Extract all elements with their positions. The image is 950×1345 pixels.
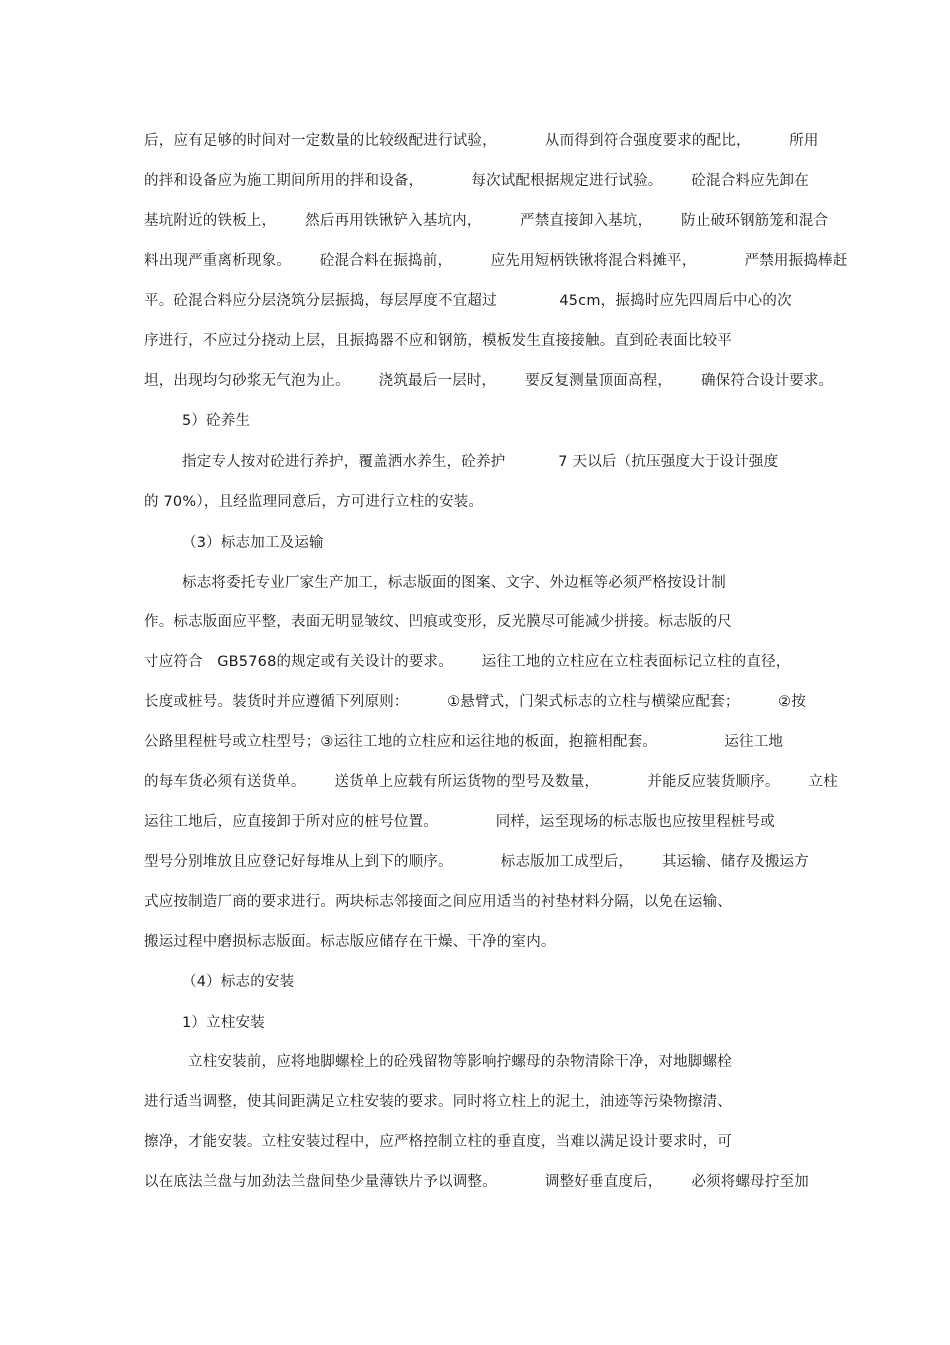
text-line: 的拌和设备应为施工期间所用的拌和设备， 每次试配根据规定进行试验。 砼混合料应先卸在 (144, 173, 809, 189)
text-line: 平。砼混合料应分层浇筑分层振捣，每层厚度不宜超过 45cm，振捣时应先四周后中心的次 (144, 293, 792, 309)
text-line: 的 70%），且经监理同意后，方可进行立柱的安装。 (144, 494, 484, 510)
text-line: 以在底法兰盘与加劲法兰盘间垫少量薄铁片予以调整。 调整好垂直度后， 必须将螺母拧至加 (144, 1174, 809, 1190)
text-line: 作。标志版面应平整，表面无明显皱纹、凹痕或变形，反光膜尽可能减少拼接。标志版的尺 (144, 614, 732, 630)
text-line: 基坑附近的铁板上， 然后再用铁锹铲入基坑内， 严禁直接卸入基坑， 防止破环钢筋笼和混合 (144, 213, 829, 229)
text-line: 后，应有足够的时间对一定数量的比较级配进行试验， 从而得到符合强度要求的配比， 所用 (144, 133, 819, 149)
text-line: 料出现严重离析现象。 砼混合料在振捣前， 应先用短柄铁锹将混合料摊平， 严禁用振捣棒赶 (144, 253, 848, 269)
text-line: 型号分别堆放且应登记好每堆从上到下的顺序。 标志版加工成型后， 其运输、储存及搬运方 (144, 854, 809, 870)
section-heading: 5）砼养生 (182, 413, 251, 429)
text-line: 式应按制造厂商的要求进行。两块标志邻接面之间应用适当的衬垫材料分隔，以免在运输、 (144, 894, 732, 910)
text-line: 坦，出现均匀砂浆无气泡为止。 浇筑最后一层时， 要反复测量顶面高程， 确保符合设计要求。 (144, 373, 834, 389)
text-line: 进行适当调整，使其间距满足立柱安装的要求。同时将立柱上的泥土，油迹等污染物擦清、 (144, 1094, 732, 1110)
section-heading: （4）标志的安装 (182, 974, 295, 990)
text-line: 运往工地后，应直接卸于所对应的桩号位置。 同样，运至现场的标志版也应按里程桩号或 (144, 814, 776, 830)
section-heading: （3）标志加工及运输 (182, 535, 324, 551)
text-line: 指定专人按对砼进行养护，覆盖洒水养生，砼养护 7 天以后（抗压强度大于设计强度 (182, 454, 779, 470)
text-line: 擦净，才能安装。立柱安装过程中，应严格控制立柱的垂直度，当难以满足设计要求时，可 (144, 1134, 732, 1150)
text-line: 序进行，不应过分挠动上层，且振捣器不应和钢筋，模板发生直接接触。直到砼表面比较平 (144, 333, 732, 349)
text-line: 标志将委托专业厂家生产加工，标志版面的图案、文字、外边框等必须严格按设计制 (182, 575, 726, 591)
text-line: 立柱安装前，应将地脚螺栓上的砼残留物等影响拧螺母的杂物清除干净，对地脚螺栓 (188, 1054, 732, 1070)
text-line: 寸应符合 GB5768的规定或有关设计的要求。 运往工地的立柱应在立柱表面标记立柱的直径， (144, 654, 791, 670)
text-line: 搬运过程中磨损标志版面。标志版应储存在干燥、干净的室内。 (144, 934, 556, 950)
text-line: 的每车货必须有送货单。 送货单上应载有所运货物的型号及数量， 并能反应装货顺序。 立柱 (144, 774, 838, 790)
text-line: 公路里程桩号或立柱型号；③运往工地的立柱应和运往地的板面，抱箍相配套。 运往工地 (144, 734, 784, 750)
section-heading: 1）立柱安装 (182, 1015, 265, 1031)
text-line: 长度或桩号。装货时并应遵循下列原则： ①悬臂式，门架式标志的立柱与横梁应配套； ②按 (144, 694, 806, 710)
